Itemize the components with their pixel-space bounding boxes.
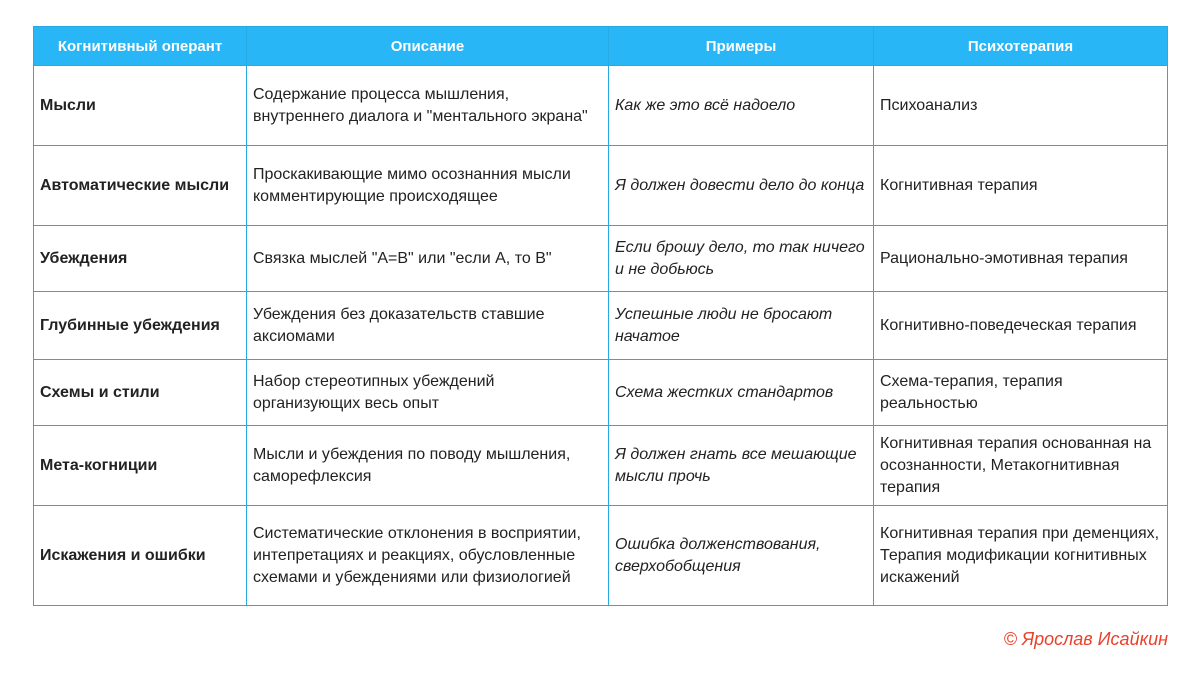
operant-cell: Убеждения [34, 226, 247, 292]
table-row [34, 506, 1168, 606]
therapy-cell: Схема-терапия, терапия реальностью [874, 360, 1168, 426]
table-row [34, 226, 1168, 292]
example-cell: Как же это всё надоело [609, 66, 874, 146]
therapy-cell: Когнитивная терапия основанная на осознанности, Метакогнитивная терапия [874, 426, 1168, 506]
example-cell: Успешные люди не бросают начатое [609, 292, 874, 360]
therapy-cell: Когнитивная терапия [874, 146, 1168, 226]
header-examples: Примеры [609, 27, 874, 66]
header-description: Описание [247, 27, 609, 66]
example-cell: Схема жестких стандартов [609, 360, 874, 426]
description-cell: Содержание процесса мышления, внутреннего диалога и "ментального экрана" [247, 66, 609, 146]
operant-cell: Глубинные убеждения [34, 292, 247, 360]
table-row [34, 426, 1168, 506]
table-header-row [34, 27, 1168, 66]
description-cell: Проскакивающие мимо осознанния мысли комментирующие происходящее [247, 146, 609, 226]
therapy-cell: Когнитивная терапия при деменциях, Терапия модификации когнитивных искажений [874, 506, 1168, 606]
description-cell: Убеждения без доказательств ставшие аксиомами [247, 292, 609, 360]
operant-cell: Автоматические мысли [34, 146, 247, 226]
table-row [34, 66, 1168, 146]
example-cell: Я должен гнать все мешающие мысли прочь [609, 426, 874, 506]
description-cell: Мысли и убеждения по поводу мышления, саморефлексия [247, 426, 609, 506]
header-operant: Когнитивный оперант [34, 27, 247, 66]
table-row [34, 146, 1168, 226]
operant-cell: Схемы и стили [34, 360, 247, 426]
example-cell: Ошибка долженствования, сверхобобщения [609, 506, 874, 606]
operant-cell: Мета-когниции [34, 426, 247, 506]
header-psychotherapy: Психотерапия [874, 27, 1168, 66]
therapy-cell: Когнитивно-поведеческая терапия [874, 292, 1168, 360]
example-cell: Я должен довести дело до конца [609, 146, 874, 226]
description-cell: Набор стереотипных убеждений организующих весь опыт [247, 360, 609, 426]
operant-cell: Мысли [34, 66, 247, 146]
table-row [34, 292, 1168, 360]
copyright-text: © Ярослав Исайкин [1003, 629, 1168, 649]
therapy-cell: Рационально-эмотивная терапия [874, 226, 1168, 292]
example-cell: Если брошу дело, то так ничего и не добьюсь [609, 226, 874, 292]
description-cell: Связка мыслей "А=В" или "если А, то В" [247, 226, 609, 292]
cognitive-operants-table [33, 26, 1168, 606]
description-cell: Систематические отклонения в восприятии, интепретациях и реакциях, обусловленные схемами и убеждениями или физиологией [247, 506, 609, 606]
table-row [34, 360, 1168, 426]
operant-cell: Искажения и ошибки [34, 506, 247, 606]
therapy-cell: Психоанализ [874, 66, 1168, 146]
